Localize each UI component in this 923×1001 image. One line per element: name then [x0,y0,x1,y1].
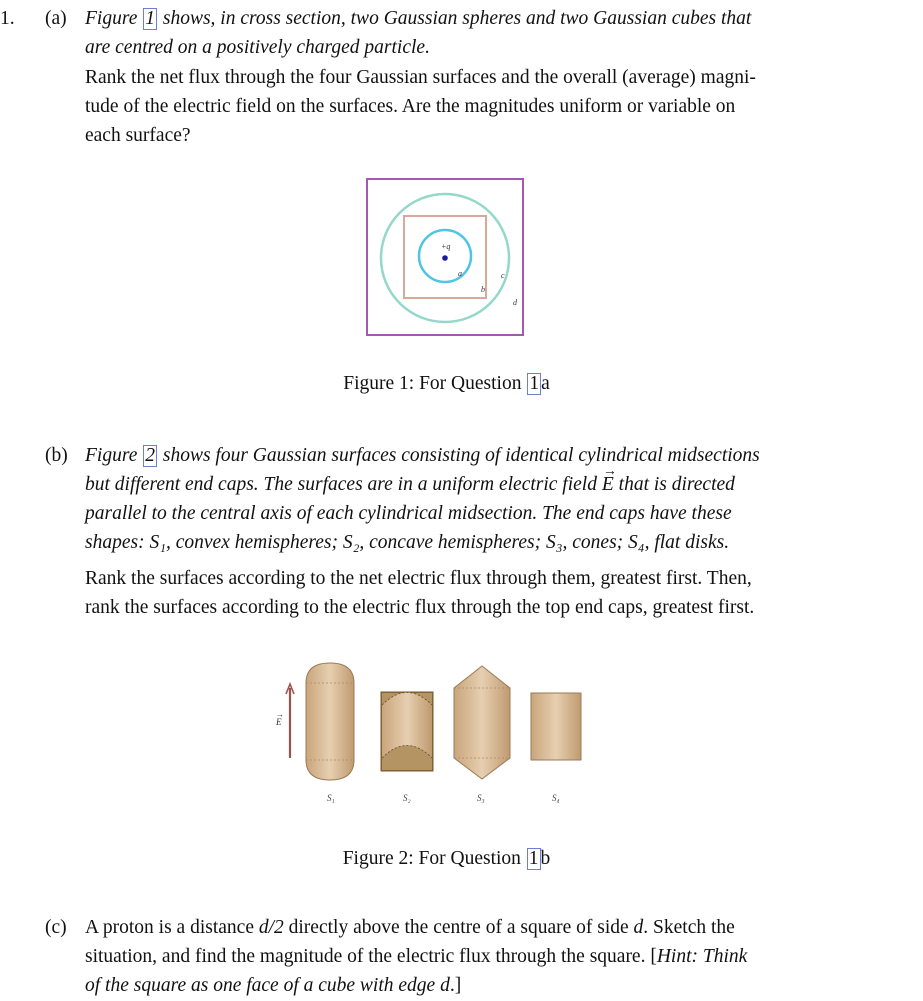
math-d-over-2: d/2 [258,917,284,938]
part-c-label: (c) [45,917,67,938]
part-b-intro: Figure 2 shows four Gaussian surfaces consisting of identical cylindrical midsections but different end caps. The surfaces are in a uniform electric field → E that is directed parallel to the central axis of each cylindrical midsection. The end caps have these shapes: S₁, convex hemispheres; S₂, concave hemispheres; S₃, cones; S₄, flat disks. [85,445,760,553]
question-1b-ref-link[interactable]: 1 [528,848,539,869]
figure-2-caption: Figure 2: For Question 1 b [342,848,551,869]
surface-s3 [454,666,510,779]
figure-1-ref-link[interactable]: 1 [145,8,155,29]
math-d: d [633,917,644,938]
part-b-label: (b) [45,445,68,466]
figure-1-caption: Figure 1: For Question 1 a [343,373,550,394]
surface-s4 [531,693,581,760]
label-b: b [481,285,485,294]
figure-2-ref-link[interactable]: 2 [145,445,155,466]
part-a-intro-line2: are centred on a positively charged particle. [85,37,430,58]
label-c: c [501,271,505,280]
charge-label: +q [441,242,451,251]
vector-arrow-icon: → [602,464,617,479]
label-s2: S₂ [403,793,411,803]
math-d-edge: d [440,975,450,996]
question-number: 1. [0,8,15,29]
field-label: E [276,717,282,727]
figure-2 [270,655,600,815]
part-a-body: Rank the net flux through the four Gaussian surfaces and the overall (average) magni- tude of the electric field on the surfaces. Are the magnitudes uniform or variable on each surface? [85,67,756,146]
field-label-arrow-icon: → [276,710,284,719]
label-s1: S₁ [327,793,335,803]
label-a: a [458,269,462,278]
label-s3: S₃ [477,793,485,803]
part-b-body: Rank the surfaces according to the net electric flux through them, greatest first. Then, rank the surfaces according to the electric flux through the top end caps, greatest first. [85,568,755,618]
hint-label: Hint: Think [656,946,748,967]
part-a-label: (a) [45,8,67,29]
surface-s1 [306,663,354,780]
label-s4: S₄ [552,793,560,803]
part-c-text: A proton is a distance d/2 directly above the centre of a square of side d. Sketch the situation, and find the magnitude of the electric flux through the square. [Hint: Think of the square as one face of a cube with edge d.] [85,917,748,996]
label-d: d [513,298,517,307]
question-1a-ref-link[interactable]: 1 [529,373,540,394]
part-a-intro-line1: Figure 1 shows, in cross section, two Gaussian spheres and two Gaussian cubes that [85,8,752,29]
part-a-intro [85,4,917,62]
e-vector: → E [602,470,614,499]
figure-1 [360,172,530,342]
charged-particle [442,255,448,261]
